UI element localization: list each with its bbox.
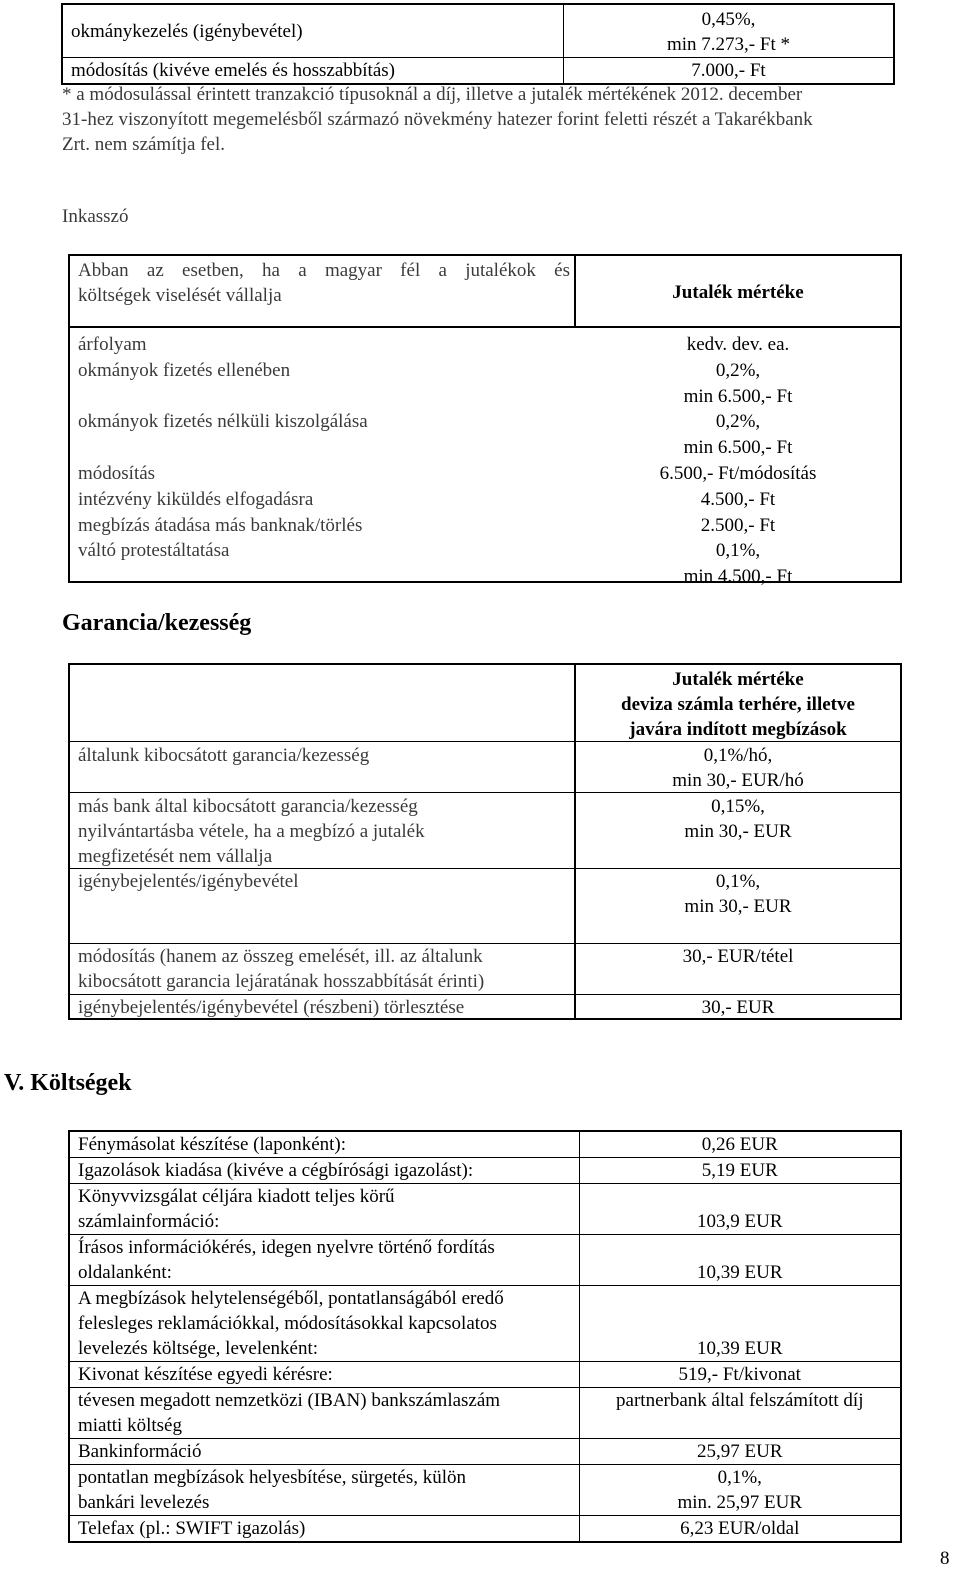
garancia-table [68,663,902,1020]
section-title-inkasszo: Inkasszó [62,206,129,227]
inkasszo-header-left: Abban az esetben, ha a magyar fél a jutalékok és költségek viselését vállalja [78,260,570,306]
table-row: Igazolások kiadása (kivéve a cégbírósági igazolást): 5,19 EUR [69,1158,901,1184]
list-item: árfolyam [78,334,147,355]
list-item: intézvény kiküldés elfogadásra [78,488,314,510]
list-item: megbízás átadása más banknak/törlés [78,514,363,536]
top-fee-table [61,3,895,85]
inkasszo-divider-h [70,326,900,328]
table-row-value: 30,- EUR [701,997,775,1018]
fee-label: módosítás (kivéve emelés és hosszabbítás) [62,58,564,85]
inkasszo-header-right: Jutalék mértéke [672,282,804,303]
table-row-value: 0,1%/hó, min 30,- EUR/hó [672,745,804,791]
table-row: Írásos információkérés, idegen nyelvre történő fordítás oldalanként: 10,39 EUR [69,1235,901,1286]
table-row: tévesen megadott nemzetközi (IBAN) bankszámlaszám miatti költség partnerbank által felszámított díj [69,1388,901,1439]
table-row: más bank által kibocsátott garancia/kezesség nyilvántartásba vétele, ha a megbízó a jutalék megfizetését nem vállalja [78,796,425,867]
table-row: általunk kibocsátott garancia/kezesség [78,745,370,766]
table-row: Telefax (pl.: SWIFT igazolás) 6,23 EUR/oldal [69,1516,901,1543]
table-row: igénybejelentés/igénybevétel (részbeni) törlesztése [78,997,465,1018]
inkasszo-table [68,254,902,588]
garancia-header: Jutalék mértéke deviza számla terhére, illetve javára indított megbízások [621,669,855,740]
inkasszo-labels [78,332,368,564]
fee-value: 0,45%, min 7.273,- Ft * [667,9,790,55]
section-title-garancia: Garancia/kezesség [62,610,252,636]
table-row: pontatlan megbízások helyesbítése, sürgetés, külön bankári levelezés 0,1%, min. 25,97 EUR [69,1465,901,1516]
table-row: Könyvvizsgálat céljára kiadott teljes körű számlainformáció: 103,9 EUR [69,1184,901,1235]
koltsegek-table [68,1130,902,1543]
fee-label: okmánykezelés (igénybevétel) [62,4,564,58]
table-row: módosítás (hanem az összeg emelését, ill. az általunk kibocsátott garancia lejáratának hosszabbítását érinti) [78,946,485,992]
list-item: váltó protestáltatása [78,540,230,562]
inkasszo-values: kedv. dev. ea. 0,2%, min 6.500,- Ft 0,2%, min 6.500,- Ft 6.500,- Ft/módosítás 4.500,- Ft 2.500,- Ft 0,1%, min 4.500,- Ft [659,334,817,588]
table-row: igénybejelentés/igénybevétel [78,871,299,892]
table-row: Bankinformáció 25,97 EUR [69,1439,901,1465]
page-number: 8 [940,1548,950,1569]
section-title-koltsegek: V. Költségek [4,1070,132,1096]
table-row: Kivonat készítése egyedi kérésre: 519,- Ft/kivonat [69,1362,901,1388]
table-row: A megbízások helytelenségéből, pontatlanságából eredő felesleges reklamációkkal, módosításokkal kapcsolatos levelezés költsége, levelenként: 10,39 EUR [69,1286,901,1362]
table-row [62,4,894,58]
garancia-rule [70,741,900,742]
table-row-value: 0,15%, min 30,- EUR [684,796,792,842]
footnote: * a módosulással érintett tranzakció típusoknál a díj, illetve a jutalék mértékének 2012. december 31-hez viszonyított megemelésből származó növekmény hatezer forint feletti részét a Takarékbank Zrt. nem számítja fel. [62,84,813,155]
table-row: Fénymásolat készítése (laponként): 0,26 EUR [69,1131,901,1158]
table-row-value: 0,1%, min 30,- EUR [684,871,792,917]
fee-value: 7.000,- Ft [691,60,766,81]
list-item: okmányok fizetés ellenében [78,359,291,381]
list-item: okmányok fizetés nélküli kiszolgálása [78,411,368,433]
list-item: módosítás [78,462,156,484]
table-row-value: 30,- EUR/tétel [682,946,794,967]
table-row [62,58,894,85]
